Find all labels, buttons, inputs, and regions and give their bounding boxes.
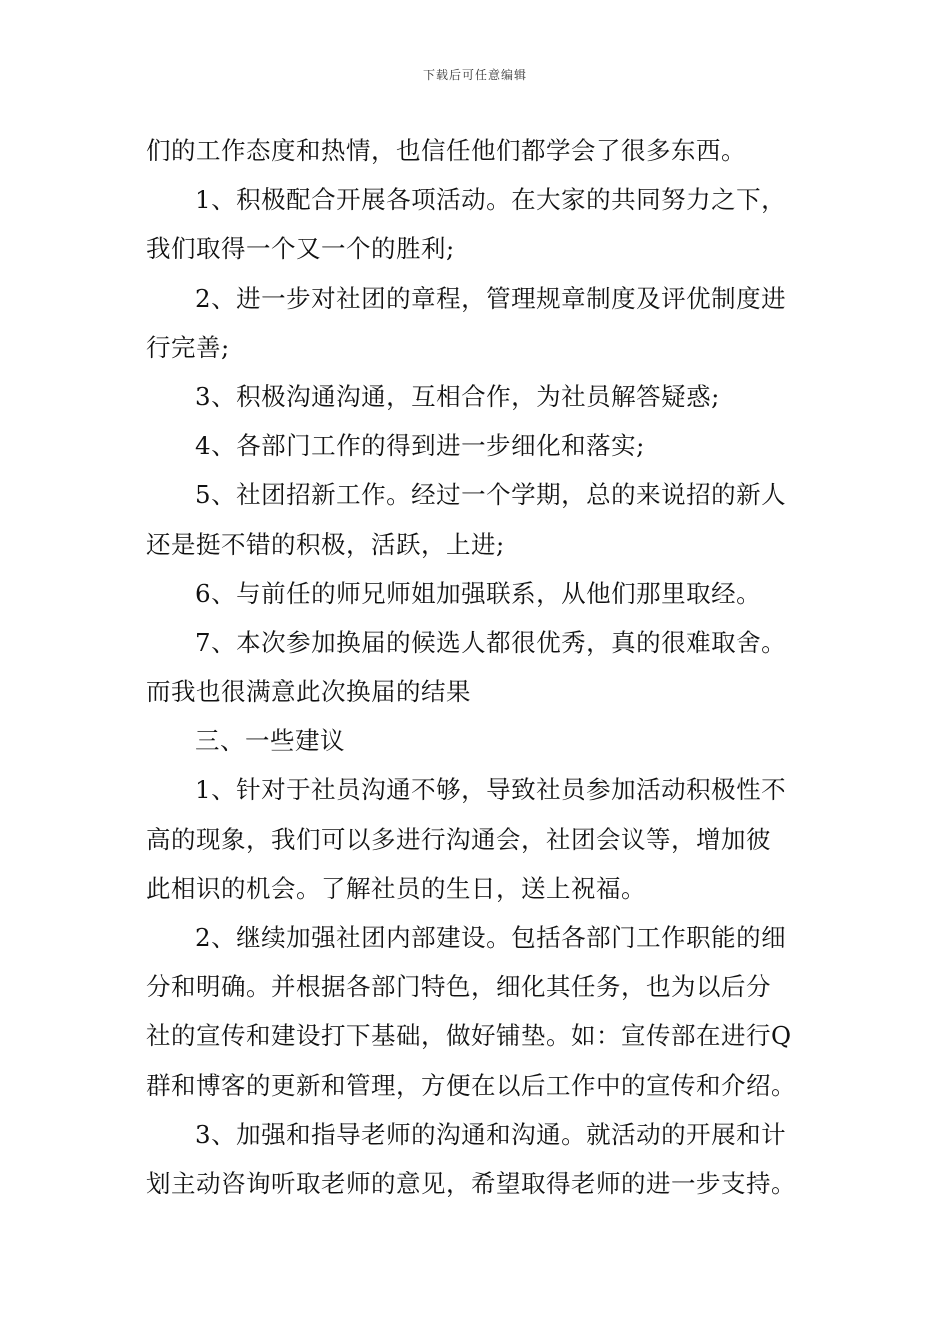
text-line: 2、进一步对社团的章程，管理规章制度及评优制度进	[195, 283, 787, 313]
text-line: 1、针对于社员沟通不够，导致社员参加活动积极性不	[195, 775, 787, 805]
text-line: 6、与前任的师兄师姐加强联系，从他们那里取经。	[195, 578, 762, 608]
text-line: 2、继续加强社团内部建设。包括各部门工作职能的细	[195, 923, 787, 952]
text-line: 们的工作态度和热情，也信任他们都学会了很多东西。	[146, 136, 746, 165]
text-line: 高的现象，我们可以多进行沟通会，社团会议等，增加彼	[146, 824, 771, 854]
text-line: 社的宣传和建设打下基础，做好铺垫。如：宣传部在进行Q	[146, 1021, 792, 1051]
text-line: 群和博客的更新和管理，方便在以后工作中的宣传和介绍。	[146, 1070, 796, 1100]
text-line: 1、积极配合开展各项活动。在大家的共同努力之下，	[195, 185, 787, 215]
text-line: 还是挺不错的积极，活跃，上进;	[146, 529, 505, 559]
text-line: 5、社团招新工作。经过一个学期，总的来说招的新人	[195, 480, 787, 510]
text-line: 三、一些建议	[195, 726, 345, 756]
text-line: 此相识的机会。了解社员的生日，送上祝福。	[146, 873, 646, 903]
text-line: 而我也很满意此次换届的结果	[146, 677, 471, 707]
text-line: 划主动咨询听取老师的意见，希望取得老师的进一步支持。	[146, 1168, 796, 1198]
text-line: 分和明确。并根据各部门特色，细化其任务，也为以后分	[146, 972, 771, 1002]
text-line: 3、加强和指导老师的沟通和沟通。就活动的开展和计	[195, 1119, 787, 1149]
text-line: 我们取得一个又一个的胜利;	[146, 234, 455, 264]
text-line: 4、各部门工作的得到进一步细化和落实;	[195, 431, 645, 461]
page-header: 下载后可任意编辑	[422, 68, 527, 82]
document-body	[146, 126, 810, 1208]
text-line: 行完善;	[146, 332, 230, 362]
text-line: 3、积极沟通沟通，互相合作，为社员解答疑惑;	[195, 381, 720, 411]
text-line: 7、本次参加换届的候选人都很优秀，真的很难取舍。	[195, 627, 787, 657]
